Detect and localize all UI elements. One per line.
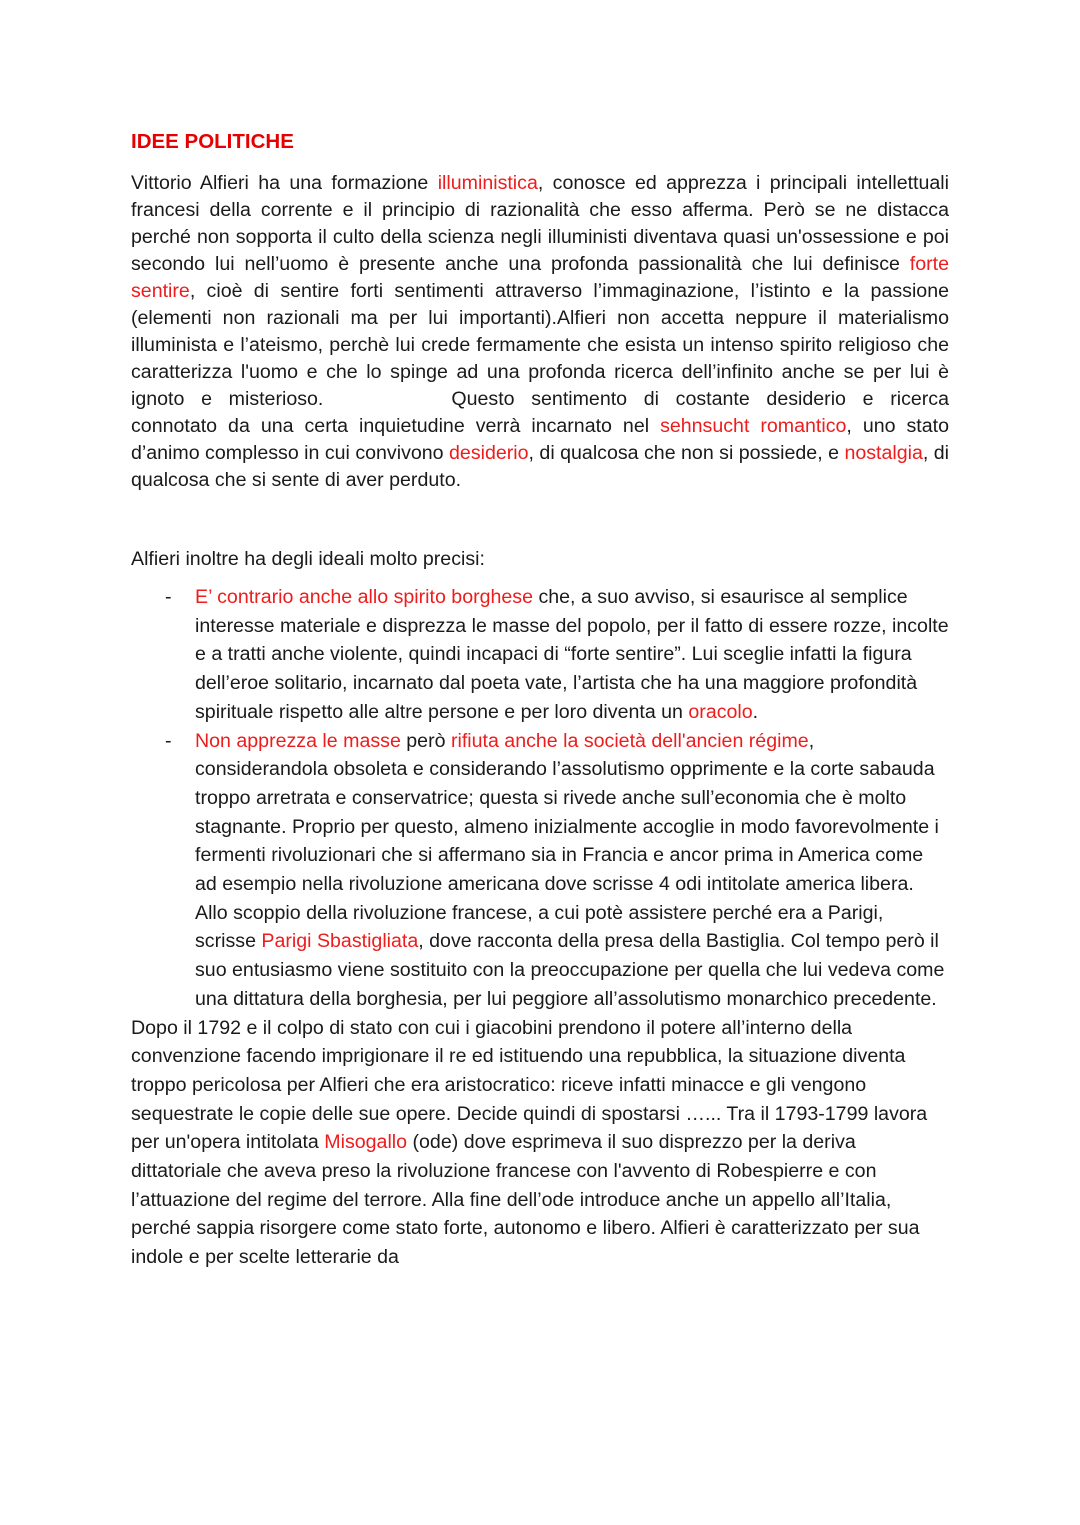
highlight-sehnsucht: sehnsucht romantico [660,415,847,437]
text: , dove racconta della presa della Bastiglia. Col tempo però il suo entusiasmo viene sostituito con la preoccupazione per quella che lui vedeva come una dittatura della borghesia, per lui peggiore all’assolutismo monarchico precedente. [195,930,945,1010]
text: però [400,729,451,752]
highlight-misogallo: Misogallo [324,1131,408,1154]
highlight-illuministica: illuministica [437,172,538,194]
text: Questo sentimento di costante desiderio e ricerca connotato da una certa inquietudine verrà incarnato nel [131,388,949,437]
highlight-masse: Non apprezza le masse [195,729,401,752]
text: . [752,700,759,723]
highlight-desiderio: desiderio [449,442,529,464]
paragraph-formazione [131,170,949,494]
dash-bullet: - [165,729,172,752]
list-item [165,727,949,1014]
ideals-list [131,583,949,1014]
section-heading: IDEE POLITICHE [131,130,294,153]
dash-bullet: - [165,586,172,608]
text: Vittorio Alfieri ha una formazione [131,172,438,194]
highlight-ancien-regime: rifiuta anche la società dell'ancien régime [450,729,809,752]
text: , conosce ed apprezza i principali intellettuali francesi della corrente e il principio di razionalità che esso afferma. Però se ne distacca perché non sopporta il culto della scienza negli illuministi diventava quasi un'ossessione e poi secondo lui nell’uomo è presente anche una profonda passionalità che lui definisce [131,172,950,275]
highlight-spirito-borghese: E’ contrario anche allo spirito borghese [195,586,534,608]
highlight-forte-sentire: forte sentire [131,253,949,302]
text: , di qualcosa che si sente di aver perduto. [131,442,950,491]
text: , considerandola obsoleta e considerando l’assolutismo opprimente e la corte sabauda troppo arretrata e conservatrice; questa si rivede anche sull’economia che è molto stagnante. Proprio per questo, almeno inizialmente accoglie in modo favorevolmente i fermenti rivoluzionari che si affermano sia in Francia e ancor prima in America come ad esempio nella rivoluzione americana dove scrisse 4 odi intitolate america libera. Allo scoppio della rivoluzione francese, a cui potè assistere perché era a Parigi, scrisse [195,729,939,953]
text: Dopo il 1792 e il colpo di stato con cui i giacobini prendono il potere all’interno della convenzione facendo imprigionare il re ed istituendo una repubblica, la situazione diventa troppo pericolosa per Alfieri che era aristocratico: riceve infatti minacce e gli vengono sequestrate le copie delle sue opere. Decide quindi di spostarsi …... Tra il 1793-1799 lavora per un'opera intitolata [131,1016,928,1154]
highlight-nostalgia: nostalgia [844,442,923,464]
text: (ode) dove esprimeva il suo disprezzo per la deriva dittatoriale che aveva preso la rivoluzione francese con l'avvento di Robespierre e con l’attuazione del regime del terrore. Alla fine dell’ode introduce anche un appello all’Italia, perché sappia risorgere come stato forte, autonomo e libero. Alfieri è caratterizzato per sua indole e per scelte letterarie da [131,1131,920,1269]
paragraph-misogallo [131,1014,931,1272]
text: che, a suo avviso, si esaurisce al semplice interesse materiale e disprezza le masse del popolo, per il fatto di essere rozze, incolte e a tratti anche violente, quindi incapaci di “forte sentire”. Lui sceglie infatti la figura dell’eroe solitario, incarnato dal poeta vate, l’artista che ha una maggiore profondità spirituale rispetto alle altre persone e per loro diventa un [195,586,949,723]
document-page [131,128,949,1272]
text: , uno stato d’animo complesso in cui convivono [131,415,949,464]
text: , di qualcosa che non si possiede, e [528,442,845,464]
list-item [165,583,949,727]
text: , cioè di sentire forti sentimenti attraverso l’immaginazione, l’istinto e la passione (elementi non razionali ma per lui importanti).Alfieri non accetta neppure il materialismo illuminista e l’ateismo, perchè lui crede fermamente che esista un intenso spirito religioso che caratterizza l'uomo e che lo spinge ad una profonda ricerca dell’infinito anche se per lui è ignoto e misterioso. [131,280,949,410]
highlight-oracolo: oracolo [688,700,753,723]
ideals-intro: Alfieri inoltre ha degli ideali molto precisi: [131,548,485,570]
highlight-parigi-sbastigliata: Parigi Sbastigliata [261,930,419,953]
